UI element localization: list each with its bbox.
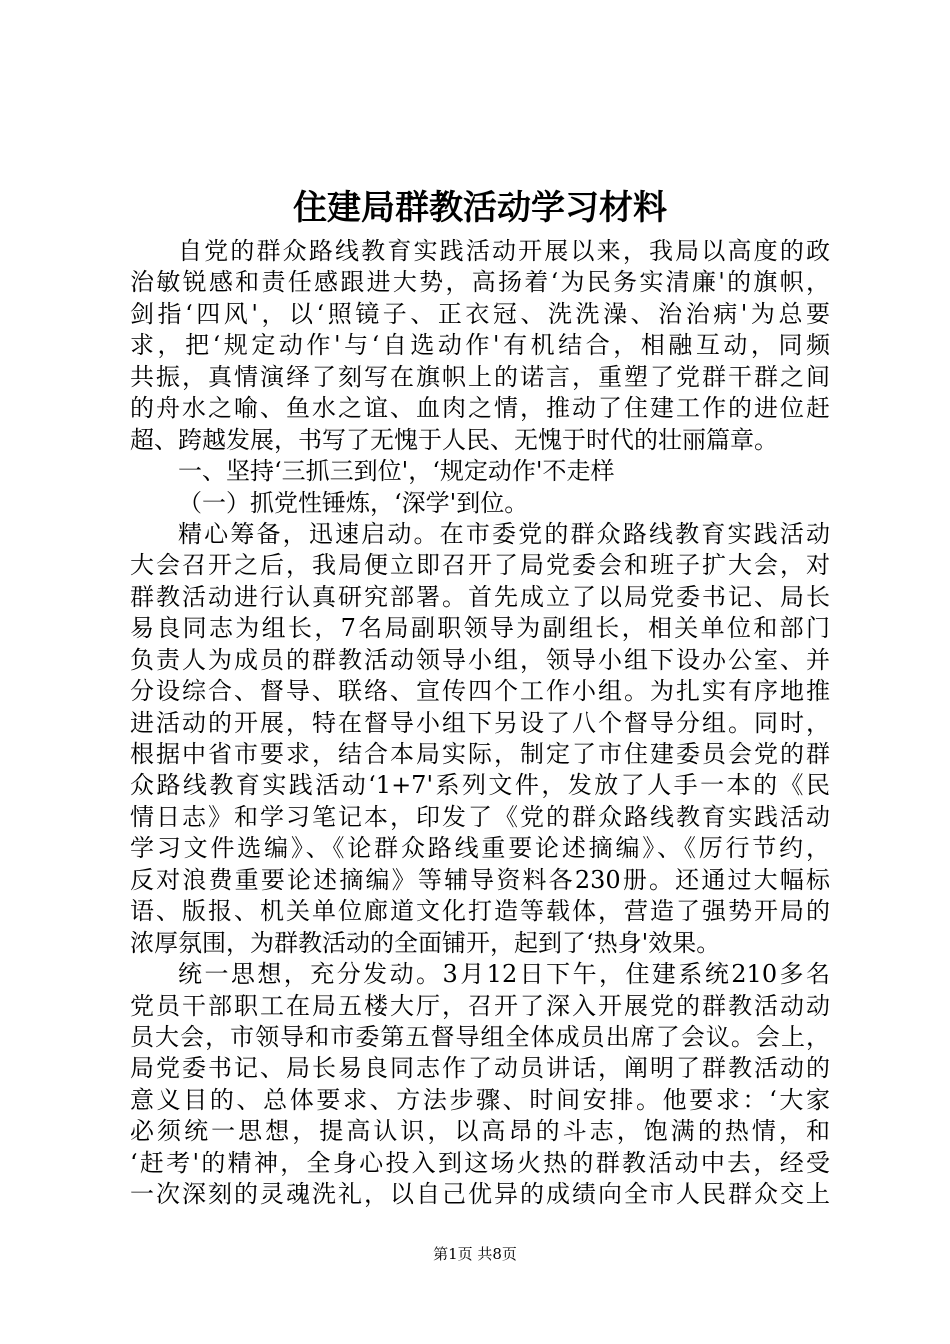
text-line: 党员干部职工在局五楼大厅，召开了深入开展党的群教活动动	[130, 991, 830, 1020]
text-line: 众路线教育实践活动‘1+7'系列文件，发放了人手一本的《民	[130, 771, 830, 800]
section-heading: 一、坚持‘三抓三到位'，‘规定动作'不走样	[178, 457, 615, 486]
text-line: 意义目的、总体要求、方法步骤、时间安排。他要求：‘大家	[130, 1085, 830, 1114]
text-line: 必须统一思想，提高认识，以高昂的斗志，饱满的热情，和	[130, 1117, 830, 1146]
document-body	[130, 236, 830, 1211]
page-footer: 第1页 共8页	[433, 1245, 517, 1263]
text-line: 根据中省市要求，结合本局实际，制定了市住建委员会党的群	[130, 740, 830, 768]
text-line: 群教活动进行认真研究部署。首先成立了以局党委书记、局长	[130, 582, 830, 611]
text-line: 超、跨越发展，书写了无愧于人民、无愧于时代的壮丽篇章。	[130, 425, 778, 454]
text-line: 剑指‘四风'，以‘照镜子、正衣冠、洗洗澡、治治病'为总要	[130, 299, 830, 328]
text-line: 一次深刻的灵魂洗礼，以自己优异的成绩向全市人民群众交上	[130, 1180, 830, 1209]
text-line: 的舟水之喻、鱼水之谊、血肉之情，推动了住建工作的进位赶	[130, 394, 830, 423]
text-line: 情日志》和学习笔记本，印发了《党的群众路线教育实践活动	[130, 802, 830, 831]
text-line: 易良同志为组长，7名局副职领导为副组长，相关单位和部门	[130, 614, 830, 643]
text-line: 分设综合、督导、联络、宣传四个工作小组。为扎实有序地推	[130, 677, 830, 706]
document-title: 住建局群教活动学习材料	[293, 188, 667, 228]
text-line: 语、版报、机关单位廊道文化打造等载体，营造了强势开局的	[130, 897, 830, 926]
text-line: ‘赶考'的精神，全身心投入到这场火热的群教活动中去，经受	[130, 1148, 830, 1177]
text-line: 员大会，市领导和市委第五督导组全体成员出席了会议。会上，	[130, 1022, 830, 1051]
text-line: 进活动的开展，特在督导小组下另设了八个督导分组。同时，	[130, 708, 830, 737]
text-line: 负责人为成员的群教活动领导小组，领导小组下设办公室、并	[130, 645, 830, 674]
text-line: 精心筹备，迅速启动。在市委党的群众路线教育实践活动	[178, 519, 830, 548]
text-line: 求，把‘规定动作'与‘自选动作'有机结合，相融互动，同频	[130, 331, 830, 360]
text-line: 大会召开之后，我局便立即召开了局党委会和班子扩大会，对	[130, 551, 830, 580]
text-line: 治敏锐感和责任感跟进大势，高扬着‘为民务实清廉'的旗帜，	[130, 268, 830, 297]
text-line: 反对浪费重要论述摘编》等辅导资料各230册。还通过大幅标	[130, 865, 830, 894]
text-line: 浓厚氛围，为群教活动的全面铺开，起到了‘热身'效果。	[130, 928, 721, 957]
text-line: 统一思想，充分发动。3月12日下午，住建系统210多名	[178, 960, 830, 989]
subsection-heading: （一）抓党性锤炼，‘深学'到位。	[178, 488, 529, 517]
text-line: 共振，真情演绎了刻写在旗帜上的诺言，重塑了党群干群之间	[130, 362, 830, 391]
text-line: 局党委书记、局长易良同志作了动员讲话，阐明了群教活动的	[130, 1054, 830, 1083]
text-line: 学习文件选编》、《论群众路线重要论述摘编》、《厉行节约，	[130, 834, 830, 863]
text-line: 自党的群众路线教育实践活动开展以来，我局以高度的政	[178, 237, 830, 265]
